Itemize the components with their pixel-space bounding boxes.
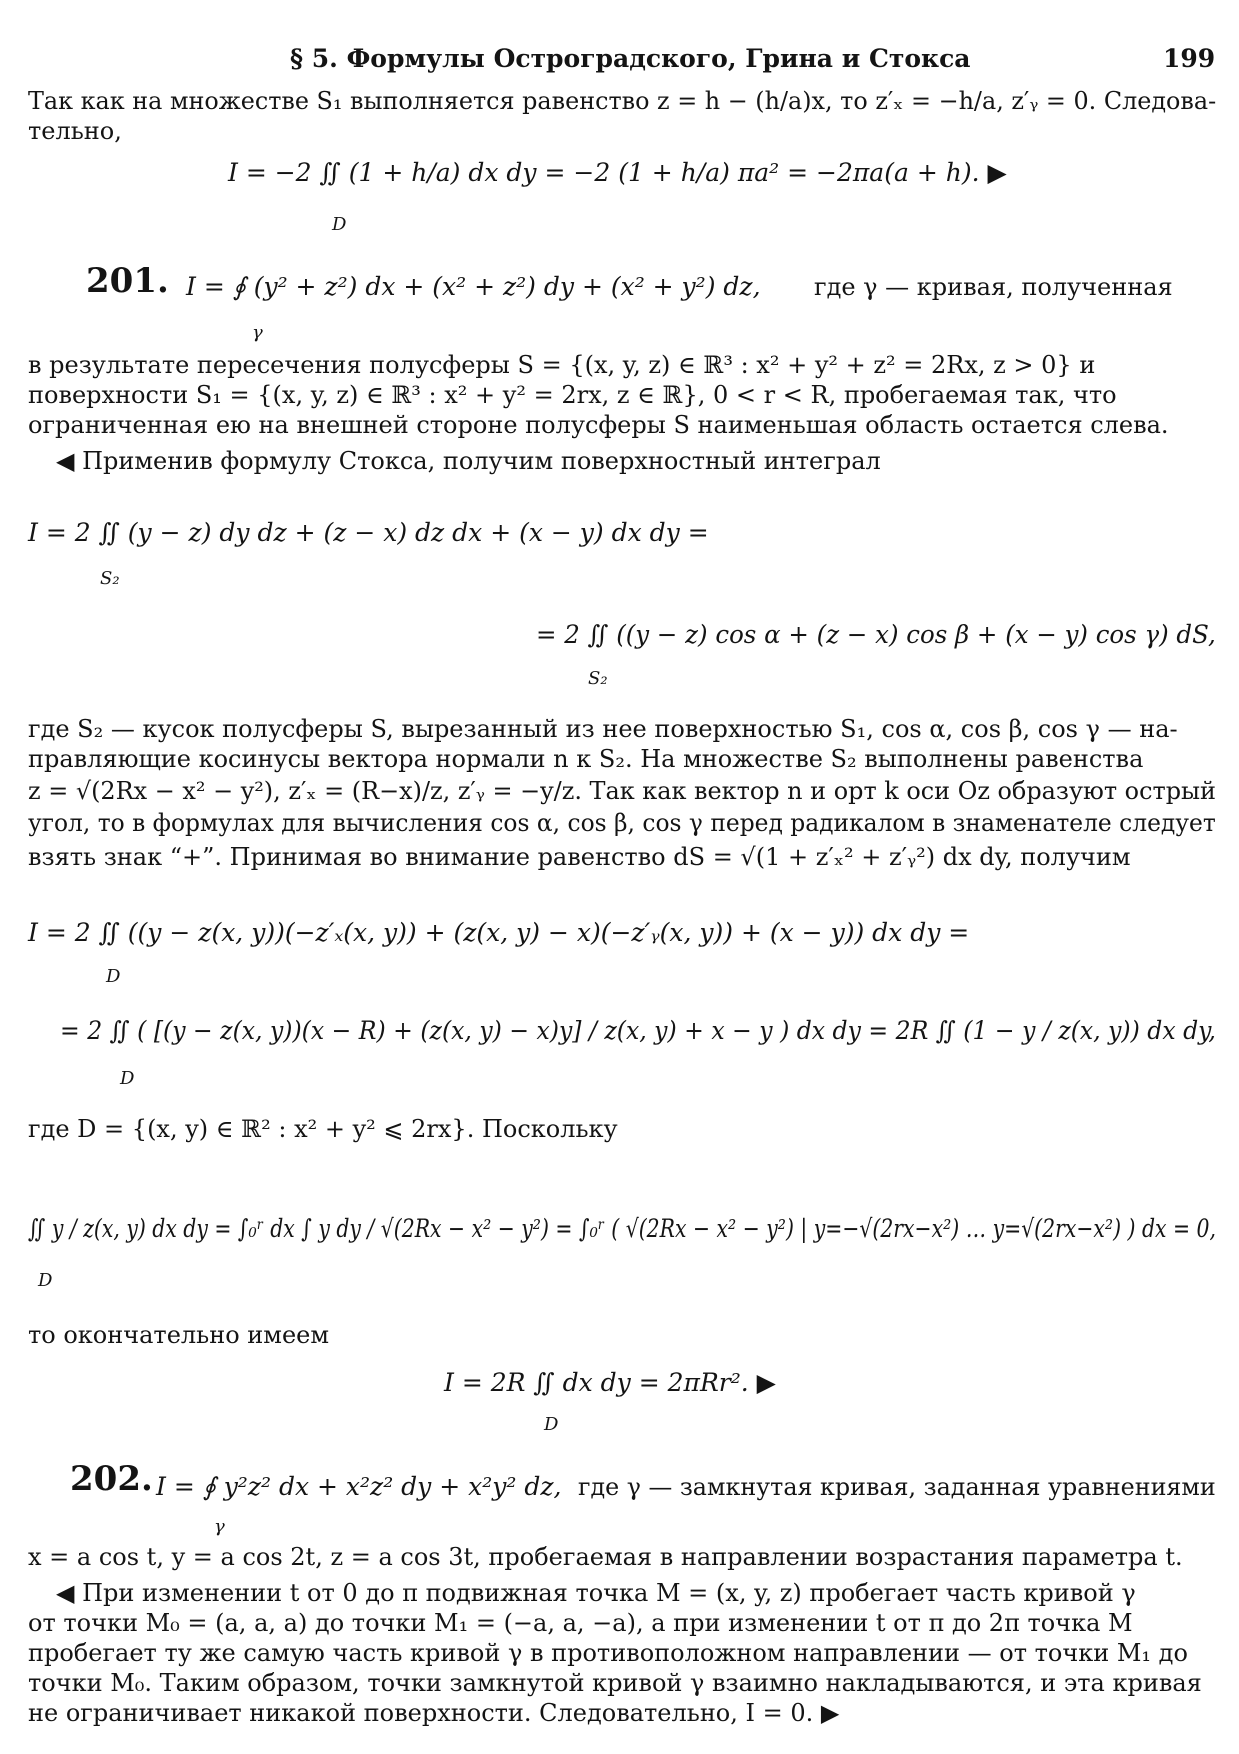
text-line: где S₂ — кусок полусферы S, вырезанный из нее поверхностью S₁, cos α, cos β, cos γ — на- [28, 715, 1178, 743]
text-line: точки M₀. Таким образом, точки замкнутой кривой γ взаимно накладываются, и эта кривая [28, 1669, 1202, 1697]
integral-domain: D [120, 1068, 135, 1089]
text-line: взять знак “+”. Принимая во внимание равенство dS = √(1 + z′ₓ² + z′ᵧ²) dx dy, получим [28, 843, 1131, 871]
problem-number: 202. [70, 1459, 153, 1499]
text-line: поверхности S₁ = {(x, y, z) ∈ ℝ³ : x² + y² = 2rx, z ∈ ℝ}, 0 < r < R, пробегаемая так, что [28, 381, 1117, 409]
text-line: где γ — замкнутая кривая, заданная уравнениями [578, 1473, 1216, 1501]
text-line: правляющие косинусы вектора нормали n к S₂. На множестве S₂ выполнены равенства [28, 745, 1144, 773]
text-line: где γ — кривая, полученная [814, 273, 1173, 301]
text-line: ◀ При изменении t от 0 до π подвижная точка M = (x, y, z) пробегает часть кривой γ [56, 1579, 1136, 1607]
text-line: Так как на множестве S₁ выполняется равенство z = h − (h/a)x, то z′ₓ = −h/a, z′ᵧ = 0. Следова- [28, 87, 1217, 115]
problem-integral: I = ∮ (y² + z²) dx + (x² + z²) dy + (x² + y²) dz, [186, 272, 761, 301]
text-line: пробегает ту же самую часть кривой γ в противоположном направлении — от точки M₁ до [28, 1639, 1188, 1667]
integral-domain: S₂ [100, 568, 120, 589]
text-line: не ограничивает никакой поверхности. Следовательно, I = 0. ▶ [28, 1699, 840, 1727]
problem-number: 201. [86, 261, 169, 301]
equation: = 2 ∬ ((y − z) cos α + (z − x) cos β + (x − y) cos γ) dS, [536, 620, 1216, 649]
text-line: от точки M₀ = (a, a, a) до точки M₁ = (−a, a, −a), а при изменении t от π до 2π точка M [28, 1609, 1133, 1637]
equation: = 2 ∬ ( [(y − z(x, y))(x − R) + (z(x, y) − x)y] / z(x, y) + x − y ) dx dy = 2R ∬ (1 − y / z(x, y)) dx dy, [60, 1016, 1216, 1045]
integral-domain: S₂ [588, 668, 608, 689]
text-line: x = a cos t, y = a cos 2t, z = a cos 3t, пробегаемая в направлении возрастания параметра t. [28, 1543, 1183, 1571]
equation: ∬ y / z(x, y) dx dy = ∫₀ʳ dx ∫ y dy / √(2Rx − x² − y²) = ∫₀ʳ ( √(2Rx − x² − y²) | y=−√(2rx−x²) … y=√(2rx−x²) ) dx = 0, [28, 1214, 1216, 1243]
integral-domain: D [544, 1414, 559, 1435]
text-line: z = √(2Rx − x² − y²), z′ₓ = (R−x)/z, z′ᵧ = −y/z. Так как вектор n и орт k оси Oz образуют острый [28, 777, 1216, 805]
text-line: тельно, [28, 117, 122, 145]
text-line: то окончательно имеем [28, 1321, 330, 1349]
integral-contour: γ [252, 322, 263, 343]
equation: I = 2 ∬ ((y − z(x, y))(−z′ₓ(x, y)) + (z(x, y) − x)(−z′ᵧ(x, y)) + (x − y)) dx dy = [28, 918, 970, 947]
text-line: ограниченная ею на внешней стороне полусферы S наименьшая область остается слева. [28, 411, 1169, 439]
text-line: в результате пересечения полусферы S = {(x, y, z) ∈ ℝ³ : x² + y² + z² = 2Rx, z > 0} и [28, 351, 1096, 379]
equation: I = 2R ∬ dx dy = 2πRr². ▶ [444, 1368, 776, 1397]
page-number: 199 [1163, 44, 1216, 73]
integral-domain: D [106, 966, 121, 987]
integral-contour: γ [214, 1516, 225, 1537]
text-line: где D = {(x, y) ∈ ℝ² : x² + y² ⩽ 2rx}. Поскольку [28, 1115, 618, 1143]
integral-domain: D [38, 1270, 53, 1291]
equation: I = 2 ∬ (y − z) dy dz + (z − x) dz dx + (x − y) dx dy = [28, 518, 709, 547]
problem-integral: I = ∮ y²z² dx + x²z² dy + x²y² dz, [156, 1472, 562, 1501]
equation: I = −2 ∬ (1 + h/a) dx dy = −2 (1 + h/a) πa² = −2πa(a + h). ▶ [228, 158, 1007, 187]
section-header: § 5. Формулы Остроградского, Грина и Стокса [290, 44, 971, 73]
integral-domain: D [332, 214, 347, 235]
text-line: ◀ Применив формулу Стокса, получим поверхностный интеграл [56, 447, 881, 475]
text-line: угол, то в формулах для вычисления cos α, cos β, cos γ перед радикалом в знаменателе следует [28, 809, 1216, 837]
